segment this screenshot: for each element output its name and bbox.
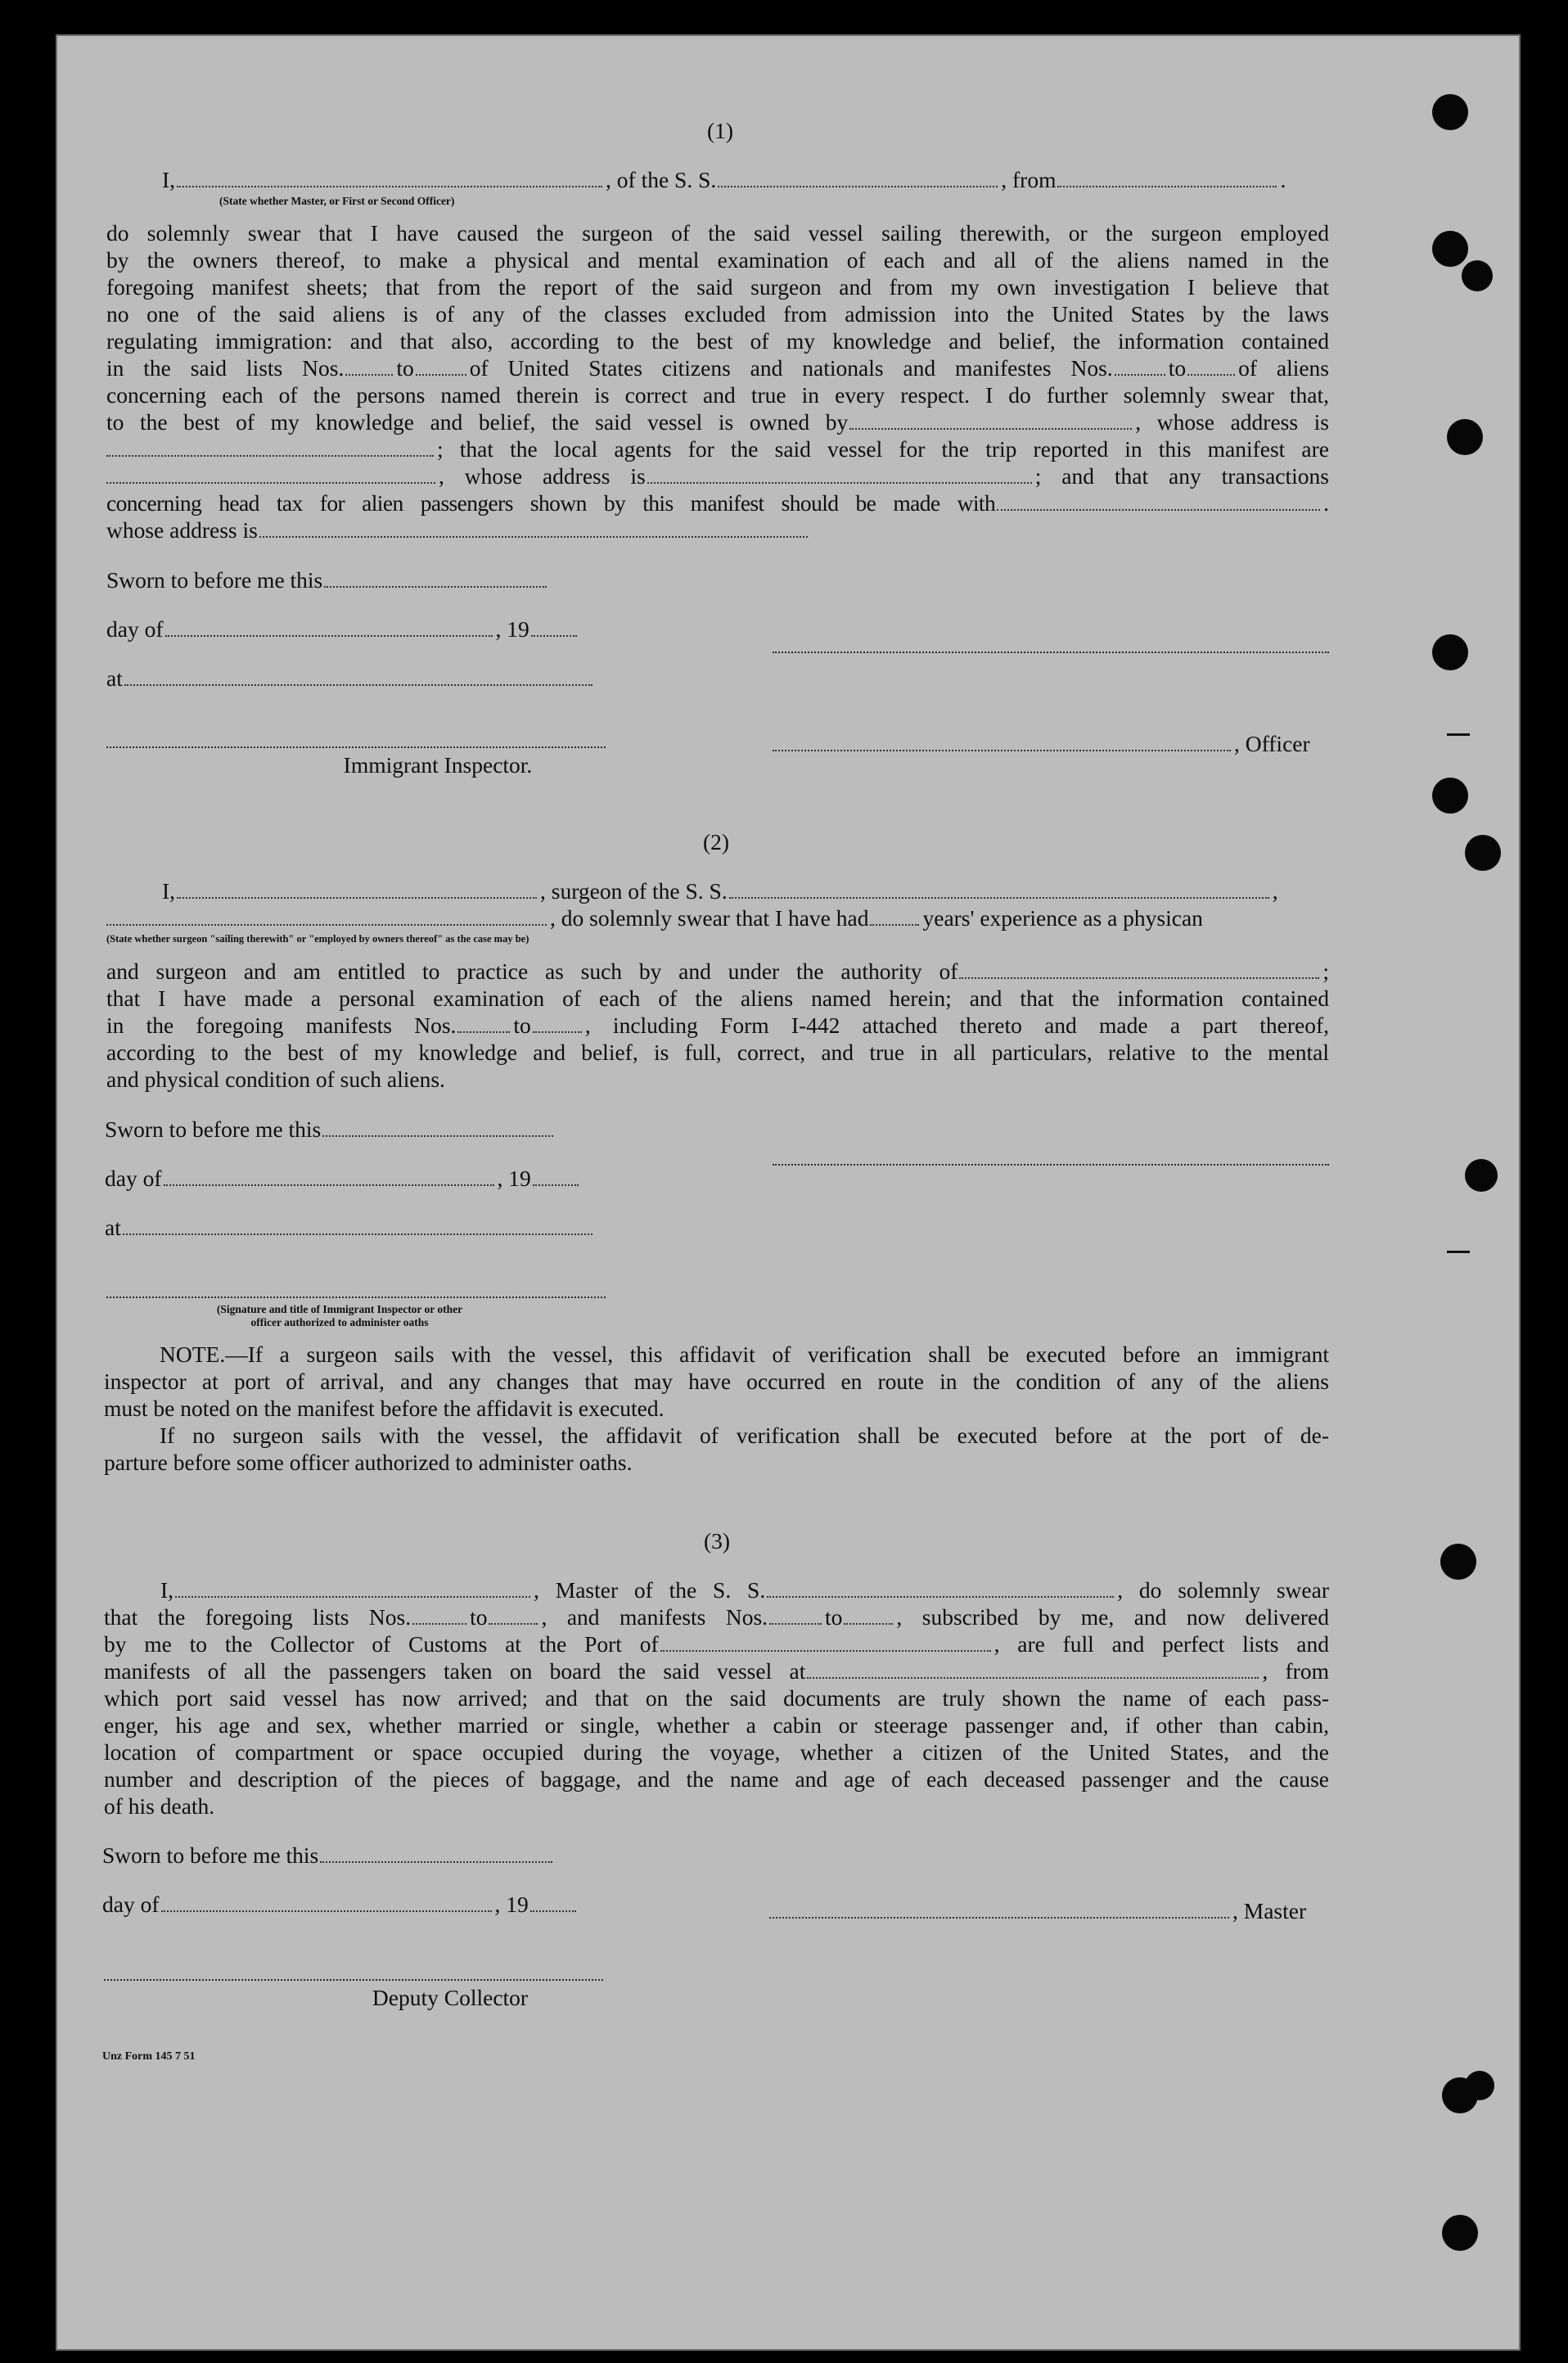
s3-boarding-line: manifests of all the passengers taken on board the said vessel at , from <box>104 1658 1329 1684</box>
s3-dayof-line: day of , 19 <box>102 1891 579 1918</box>
note-line: inspector at port of arrival, and any changes that may have occurred en route in the condition of any of the aliens <box>104 1369 1329 1394</box>
head-tax-address-field[interactable] <box>259 535 808 538</box>
s2-line-header: I, , surgeon of the S. S. , <box>162 878 1278 904</box>
master-name-field[interactable] <box>175 1595 530 1598</box>
s1-owner-line: to the best of my knowledge and belief, the said vessel is owned by , whose address is <box>106 409 1329 435</box>
s2-sworn-date-field[interactable] <box>322 1134 553 1137</box>
s1-officer-line: , Officer <box>773 730 1310 757</box>
deputy-collector-signature-line[interactable] <box>104 1979 603 1981</box>
binder-hole-icon <box>1465 1159 1498 1192</box>
s3-line-header: I, , Master of the S. S. , do solemnly swear <box>160 1577 1329 1603</box>
s3-list-from-field[interactable] <box>412 1622 466 1625</box>
s2-authority-line: and surgeon and am entitled to practice as such by and under the authority of ; <box>106 958 1329 984</box>
s2-signature-caption: (Signature and title of Immigrant Inspector or other officer authorized to administer oaths <box>216 1303 463 1328</box>
s1-para-line: foregoing manifest sheets; that from the report of the said surgeon and from my own investigation I believe that <box>106 274 1329 300</box>
s2-signature-line[interactable] <box>773 1164 1329 1166</box>
s1-line-header: I, , of the S. S. , from . <box>162 167 1286 192</box>
s3-master-line: , Master <box>769 1897 1306 1924</box>
s2-para-line: according to the best of my knowledge and belief, is full, correct, and true in all particulars, relative to the mental <box>106 1039 1329 1065</box>
s3-para-line: which port said vessel has now arrived; and that on the said documents are truly shown the name of each pass- <box>104 1685 1329 1711</box>
binder-hole-icon <box>1432 94 1468 130</box>
binder-hole-icon <box>1432 231 1468 267</box>
years-experience-field[interactable] <box>870 923 919 926</box>
s2-years-line: , do solemnly swear that I have had years' experience as a physican <box>106 904 1203 931</box>
binder-hole-icon <box>1465 2071 1494 2100</box>
s2-ship-name-field[interactable] <box>729 896 1269 899</box>
s2-manifest-to-field[interactable] <box>533 1030 582 1033</box>
vessel-owner-field[interactable] <box>849 427 1132 430</box>
binder-hole-icon <box>1465 835 1501 871</box>
s3-lists-line: that the foregoing lists Nos. to , and manifests Nos. to , subscribed by me, and now delivered <box>104 1604 1329 1630</box>
s2-surgeon-note: (State whether surgeon "sailing therewith" or "employed by owners thereof" as the case may be) <box>106 933 529 945</box>
owner-address-field[interactable] <box>106 454 434 457</box>
s2-month-field[interactable] <box>164 1184 494 1186</box>
surgeon-capacity-field[interactable] <box>106 923 547 926</box>
collector-port-field[interactable] <box>660 1649 991 1652</box>
s1-place-field[interactable] <box>124 683 593 686</box>
binder-mark <box>1447 733 1470 736</box>
note-line: must be noted on the manifest before the affidavit is executed. <box>104 1396 665 1421</box>
s1-para-line: concerning each of the persons named therein is correct and true in every respect. I do further solemnly swear that, <box>106 382 1329 408</box>
authority-field[interactable] <box>959 976 1319 979</box>
s3-sworn-date-field[interactable] <box>320 1860 552 1863</box>
s3-sworn-line: Sworn to before me this <box>102 1842 556 1869</box>
s2-sworn-line: Sworn to before me this <box>105 1116 556 1143</box>
local-agents-field[interactable] <box>106 481 435 484</box>
s2-at-line: at <box>105 1214 596 1241</box>
s1-sworn-date-field[interactable] <box>324 585 547 588</box>
note-line: parture before some officer authorized to administer oaths. <box>104 1450 633 1475</box>
binder-mark <box>1447 1251 1470 1253</box>
s3-para-line: number and description of the pieces of baggage, and the name and age of each deceased passenger and the cause <box>104 1766 1329 1792</box>
note-line: If no surgeon sails with the vessel, the affidavit of verification shall be executed before at the port of de- <box>160 1423 1329 1448</box>
s3-para-line: enger, his age and sex, whether married or single, whether a cabin or steerage passenger and, if other than cabin, <box>104 1712 1329 1738</box>
s1-from-label: , from <box>1001 167 1057 192</box>
s1-i-label: I, <box>162 167 176 192</box>
master-signature-field[interactable] <box>769 1916 1229 1919</box>
ship-name-field[interactable] <box>718 185 998 187</box>
s1-officer-signature-field[interactable] <box>773 749 1231 751</box>
citizen-list-to-field[interactable] <box>416 373 466 376</box>
s1-dayof-line: day of , 19 <box>106 616 580 643</box>
s3-para-line: location of compartment or space occupied during the voyage, whether a citizen of the United States, and the <box>104 1739 1329 1765</box>
s1-sworn-line: Sworn to before me this <box>106 566 550 593</box>
section-2-number: (2) <box>702 829 730 855</box>
immigrant-inspector-label: Immigrant Inspector. <box>343 752 533 778</box>
s1-officer-note: (State whether Master, or First or Second Officer) <box>219 195 455 207</box>
s1-signature-line[interactable] <box>773 652 1329 653</box>
s1-lists-line: in the said lists Nos. to of United States citizens and nationals and manifestes Nos. to of aliens <box>106 355 1330 381</box>
s2-para-line: that I have made a personal examination of each of the aliens named herein; and that the information contained <box>106 985 1329 1011</box>
s2-para-line: and physical condition of such aliens. <box>106 1067 445 1092</box>
s1-whose-address-line: whose address is <box>106 516 811 543</box>
section-3-number: (3) <box>703 1528 731 1554</box>
s1-para-line: by the owners thereof, to make a physical and mental examination of each and all of the aliens named in the <box>106 247 1329 273</box>
form-number-label: Unz Form 145 7 51 <box>102 2050 196 2063</box>
s1-inspector-signature-line[interactable] <box>106 746 606 748</box>
s3-para-line: of his death. <box>104 1793 215 1819</box>
s1-para-line: do solemnly swear that I have caused the surgeon of the said vessel sailing therewith, or the surgeon employed <box>106 220 1329 246</box>
s3-month-field[interactable] <box>161 1910 492 1912</box>
s1-month-field[interactable] <box>165 634 493 637</box>
s3-manifest-to-field[interactable] <box>844 1622 893 1625</box>
s1-of-ship-label: , of the S. S. <box>606 167 717 192</box>
s3-list-to-field[interactable] <box>489 1622 538 1625</box>
s3-year-field[interactable] <box>530 1910 576 1912</box>
binder-hole-icon <box>1462 260 1493 291</box>
binder-hole-icon <box>1432 634 1468 670</box>
from-port-field[interactable] <box>1057 185 1277 187</box>
s2-year-field[interactable] <box>533 1184 579 1186</box>
binder-hole-icon <box>1432 778 1468 814</box>
binder-hole-icon <box>1440 1544 1476 1580</box>
boarding-port-field[interactable] <box>807 1676 1259 1679</box>
s3-port-line: by me to the Collector of Customs at the Port of , are full and perfect lists and <box>104 1631 1329 1657</box>
s1-head-tax-line: concerning head tax for alien passengers shown by this manifest should be made with . <box>106 490 1329 516</box>
s1-agents-address-line: , whose address is ; and that any transactions <box>106 462 1329 489</box>
head-tax-contact-field[interactable] <box>997 508 1320 511</box>
s2-manifest-from-field[interactable] <box>457 1030 510 1033</box>
agents-address-field[interactable] <box>647 481 1032 484</box>
s1-para-line: regulating immigration: and that also, according to the best of my knowledge and belief, the information contained <box>106 328 1329 354</box>
alien-manifest-to-field[interactable] <box>1187 373 1235 376</box>
s1-para-line: no one of the said aliens is of any of the classes excluded from admission into the United States by the laws <box>106 301 1329 327</box>
binder-hole-icon <box>1447 419 1483 455</box>
s2-manifests-line: in the foregoing manifests Nos. to , including Form I-442 attached thereto and made a part thereof, <box>106 1012 1329 1038</box>
binder-hole-icon <box>1442 2215 1478 2251</box>
s3-ship-name-field[interactable] <box>767 1595 1114 1598</box>
s2-officer-signature-line[interactable] <box>106 1296 606 1298</box>
s1-at-line: at <box>106 665 596 692</box>
s2-dayof-line: day of , 19 <box>105 1165 582 1192</box>
officer-name-field[interactable] <box>177 185 602 187</box>
citizen-list-from-field[interactable] <box>345 373 393 376</box>
s1-agents-line: ; that the local agents for the said vessel for the trip reported in this manifest are <box>106 435 1329 462</box>
s3-manifest-from-field[interactable] <box>769 1622 822 1625</box>
surgeon-name-field[interactable] <box>177 896 537 899</box>
s2-place-field[interactable] <box>123 1233 593 1235</box>
section-1-number: (1) <box>706 118 734 143</box>
s1-year-field[interactable] <box>531 634 577 637</box>
deputy-collector-label: Deputy Collector <box>372 1985 529 2010</box>
alien-manifest-from-field[interactable] <box>1115 373 1165 376</box>
note-line: NOTE.—If a surgeon sails with the vessel, this affidavit of verification shall be executed before an immigrant <box>160 1342 1329 1367</box>
